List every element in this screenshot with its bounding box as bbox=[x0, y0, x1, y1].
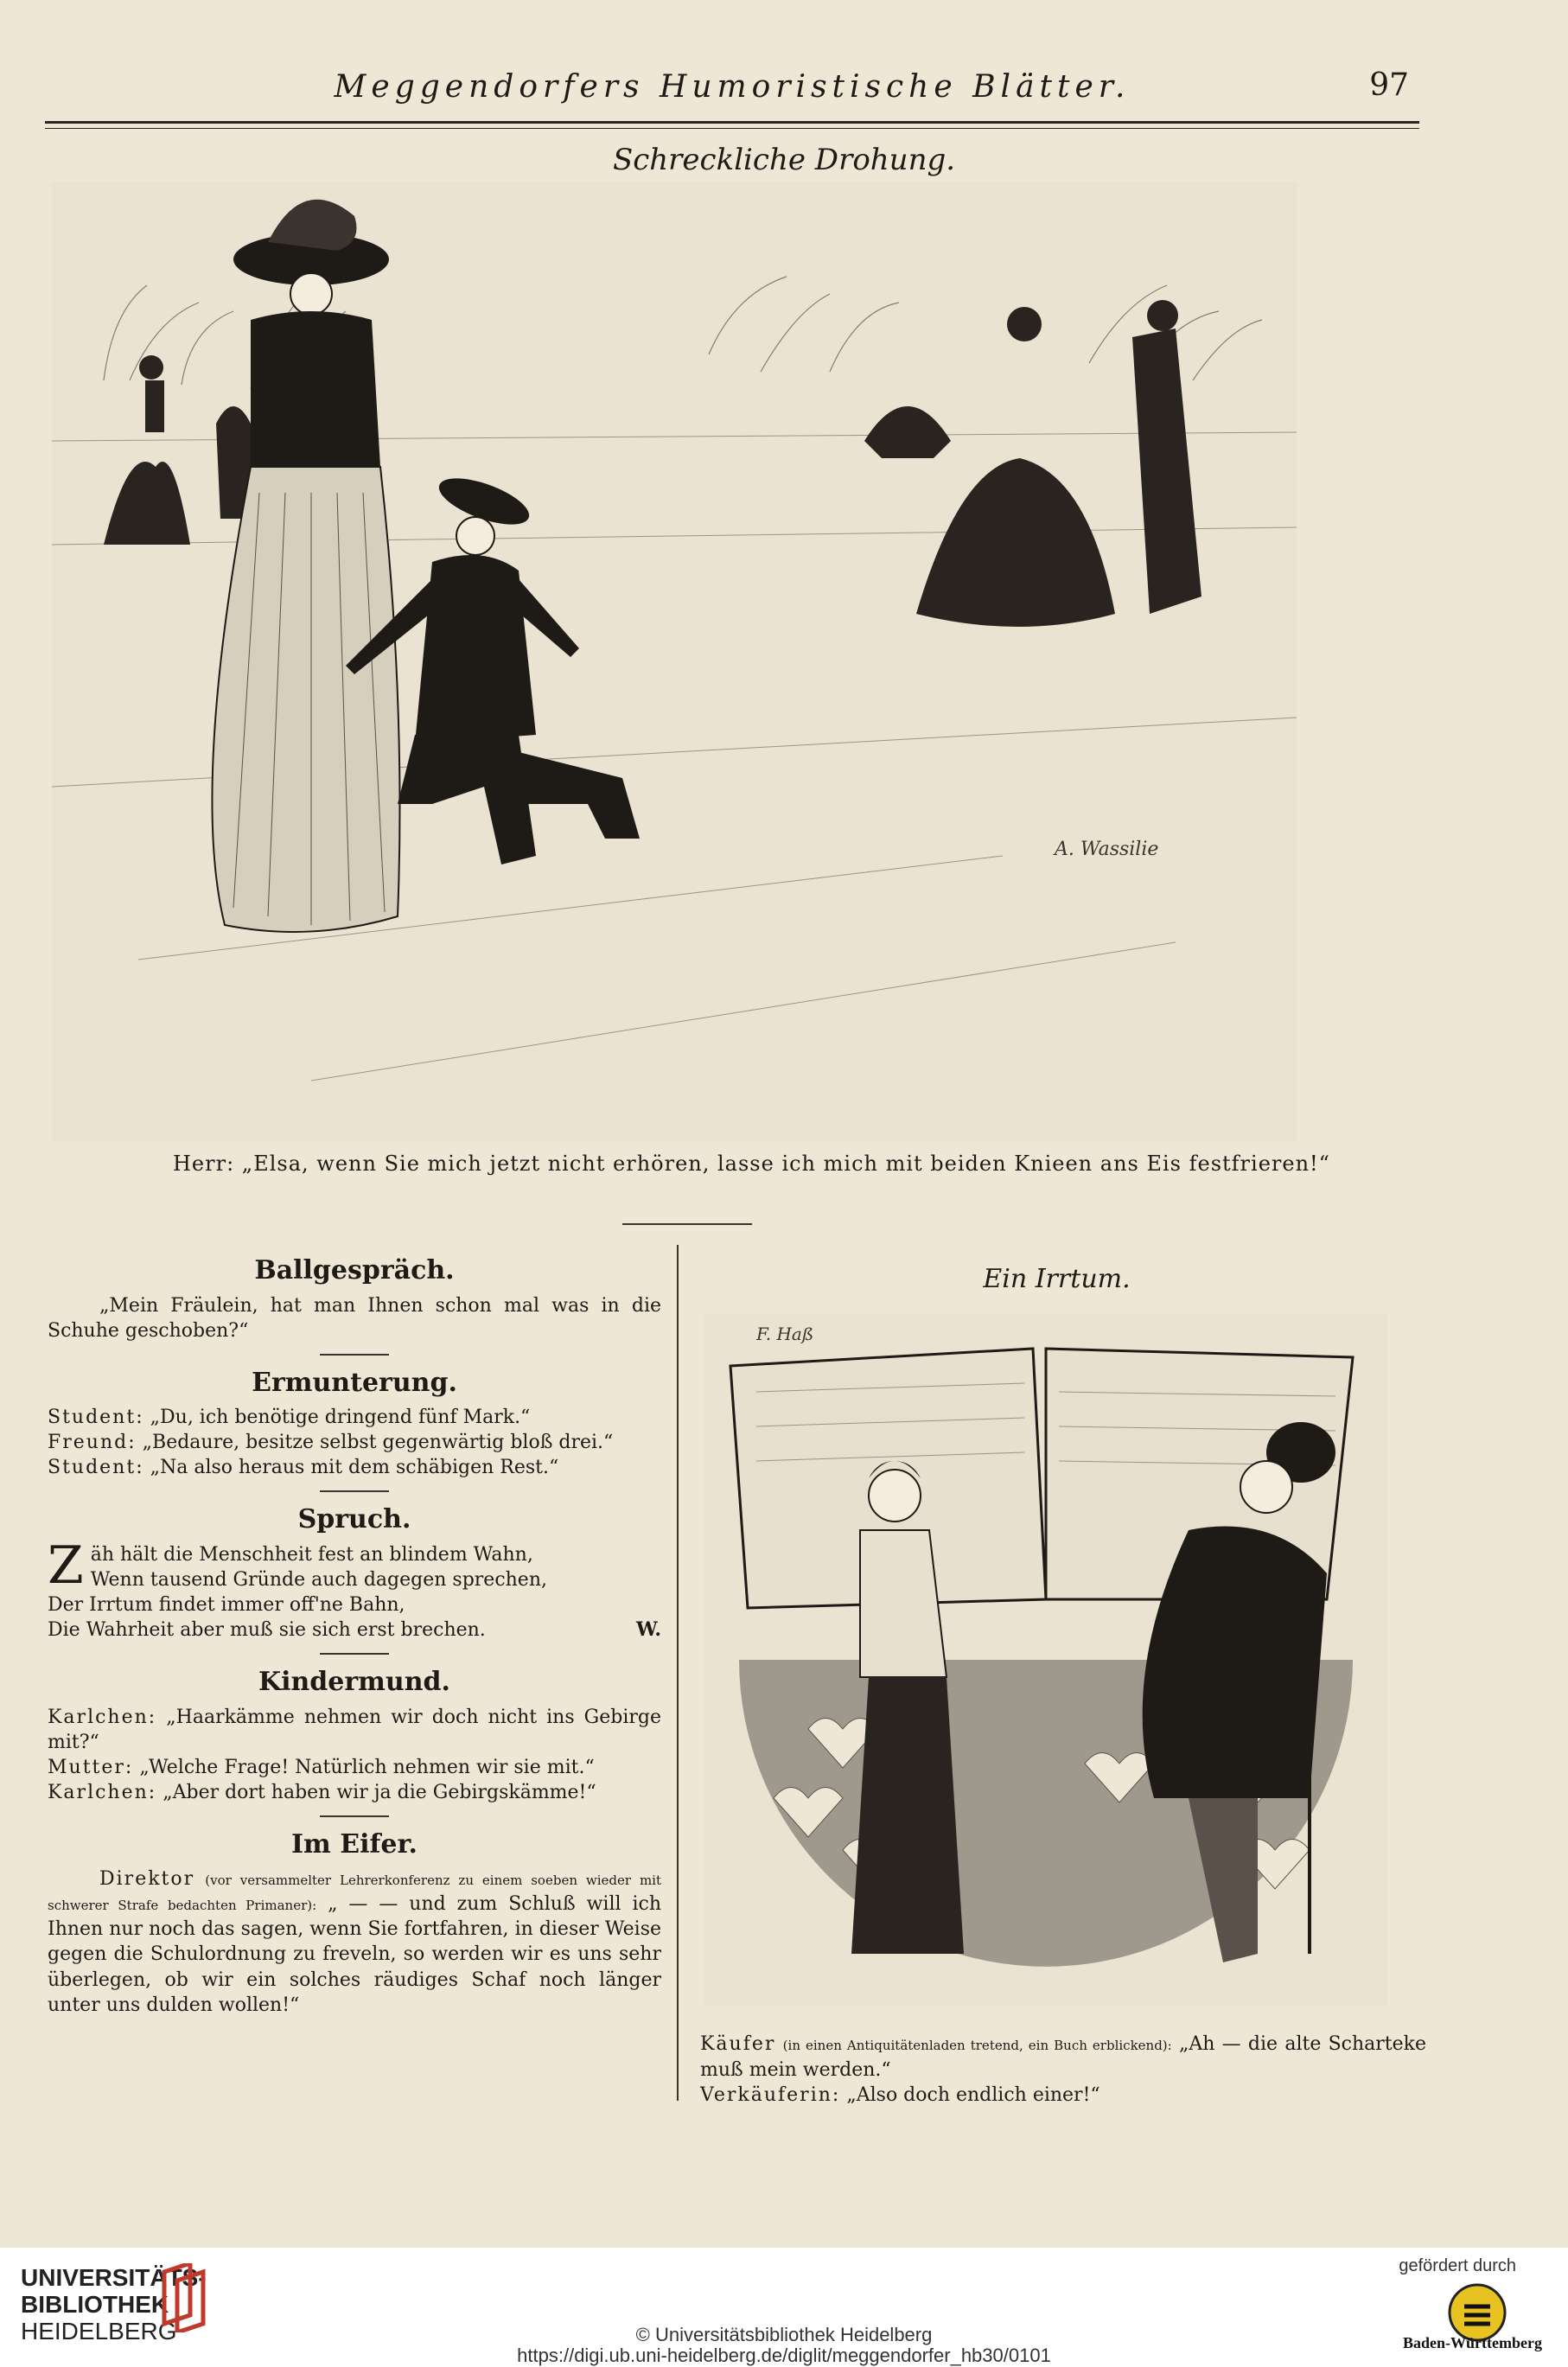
top-cartoon-title: Schreckliche Drohung. bbox=[612, 143, 956, 177]
section-rule bbox=[320, 1815, 389, 1817]
dialogue-text: „Welche Frage! Natürlich nehmen wir sie mit.“ bbox=[139, 1756, 595, 1778]
skating-scene-drawing bbox=[52, 182, 1297, 1141]
divider-top bbox=[622, 1223, 752, 1225]
top-cartoon-caption: Herr: „Elsa, wenn Sie mich jetzt nicht erhören, lasse ich mich mit beiden Knieen ans Eis festfrieren!“ bbox=[173, 1152, 1330, 1176]
page-number: 97 bbox=[1369, 67, 1409, 103]
poem-dropcap: Z bbox=[48, 1541, 84, 1596]
speaker-label: Karlchen: bbox=[48, 1706, 157, 1728]
dialogue-line bbox=[48, 1405, 661, 1430]
source-url[interactable]: https://digi.ub.uni-heidelberg.de/diglit/meggendorfer_hb30/0101 bbox=[517, 2345, 1051, 2366]
right-cartoon-signature: F. Haß bbox=[756, 1324, 814, 1344]
copyright-notice: © Universitätsbibliothek Heidelberg bbox=[635, 2324, 933, 2345]
top-cartoon-signature: A. Wassilie bbox=[1055, 839, 1159, 860]
speaker-label: Direktor bbox=[99, 1868, 195, 1891]
speaker-label: Käufer bbox=[700, 2033, 776, 2055]
funded-by-label: gefördert durch bbox=[1399, 2256, 1516, 2275]
dialogue-line bbox=[700, 2032, 1426, 2083]
stage-direction: (vor versammelter Lehrerkonferenz zu einem soeben wieder mit schwerer Strafe bedachten Primaner): bbox=[48, 1873, 661, 1914]
dialogue-line bbox=[48, 1705, 661, 1755]
speaker-label: Verkäuferin: bbox=[700, 2084, 841, 2107]
library-line-3: HEIDELBERG bbox=[21, 2317, 177, 2345]
speaker-label: Karlchen: bbox=[48, 1781, 157, 1803]
poem-line: Der Irrtum findet immer off'ne Bahn, bbox=[48, 1594, 405, 1616]
section-title-kindermund: Kindermund. bbox=[258, 1667, 450, 1698]
dialogue-text: „Du, ich benötige dringend fünf Mark.“ bbox=[150, 1407, 531, 1429]
journal-title: Meggendorfers Humoristische Blätter. bbox=[334, 69, 1131, 105]
page-header bbox=[45, 61, 1419, 124]
right-cartoon-title: Ein Irrtum. bbox=[983, 1264, 1131, 1294]
poem-line: Wenn tausend Gründe auch dagegen sprechen, bbox=[90, 1568, 547, 1591]
poem bbox=[48, 1542, 661, 1643]
dialogue-text: „Ah — die alte Scharteke muß mein werden.“ bbox=[700, 2033, 1426, 2081]
dialogue-line bbox=[700, 2083, 1426, 2109]
column-separator bbox=[677, 1245, 679, 2101]
section-title-ermunterung: Ermunterung. bbox=[252, 1367, 457, 1398]
im-eifer-text bbox=[48, 1866, 661, 2017]
dialogue-line bbox=[48, 1755, 661, 1780]
poem-signature: W. bbox=[636, 1618, 661, 1642]
section-title-spruch: Spruch. bbox=[297, 1504, 411, 1535]
right-cartoon-caption bbox=[700, 2032, 1426, 2109]
dialogue-text: „Haarkämme nehmen wir doch nicht ins Gebirge mit?“ bbox=[48, 1706, 661, 1753]
section-title-im-eifer: Im Eifer. bbox=[291, 1828, 417, 1860]
footer-bar bbox=[0, 2248, 1568, 2366]
right-cartoon-illustration bbox=[704, 1314, 1387, 2006]
left-column bbox=[48, 1245, 661, 2018]
dialogue-text: „Na also heraus mit dem schäbigen Rest.“ bbox=[150, 1457, 559, 1479]
section-rule bbox=[320, 1653, 389, 1655]
speaker-label: Student: bbox=[48, 1407, 144, 1429]
section-rule bbox=[320, 1354, 389, 1356]
library-line-1: UNIVERSITÄTS- bbox=[21, 2264, 207, 2291]
library-logo-icon bbox=[156, 2263, 207, 2332]
dialogue-text: „Bedaure, besitze selbst gegenwärtig bloß drei.“ bbox=[142, 1432, 614, 1454]
stage-direction: (in einen Antiquitätenladen tretend, ein Buch erblickend): bbox=[782, 2038, 1172, 2053]
library-line-2: BIBLIOTHEK bbox=[21, 2290, 169, 2318]
dialogue-line bbox=[48, 1780, 661, 1805]
dialogue-text: „Also doch endlich einer!“ bbox=[846, 2084, 1100, 2107]
dialogue-line bbox=[48, 1430, 661, 1455]
poem-line: äh hält die Menschheit fest an blindem Wahn, bbox=[90, 1543, 533, 1566]
ballgespraech-text: „Mein Fräulein, hat man Ihnen schon mal was in die Schuhe geschoben?“ bbox=[48, 1294, 661, 1342]
speaker-label: Freund: bbox=[48, 1432, 137, 1454]
speaker-label: Student: bbox=[48, 1457, 144, 1479]
speaker-label: Mutter: bbox=[48, 1756, 134, 1778]
section-title-ballgespraech: Ballgespräch. bbox=[254, 1255, 455, 1286]
dialogue-text: „Aber dort haben wir ja die Gebirgskämme!“ bbox=[163, 1781, 596, 1803]
dialogue-line bbox=[48, 1455, 661, 1480]
right-column bbox=[692, 1254, 1426, 2107]
antique-shop-drawing bbox=[704, 1314, 1387, 2006]
dialogue-text: „ — — und zum Schluß will ich Ihnen nur noch das sagen, wenn Sie fortfahren, in dieser Weise gegen die Schulordnung zu freveln, so werden wir es uns sehr überlegen, ob wir ein solches räudiges Schaf noch länger unter uns dulden wollen!“ bbox=[48, 1893, 661, 2016]
poem-line: Die Wahrheit aber muß sie sich erst brechen. W. bbox=[48, 1617, 661, 1643]
section-rule bbox=[320, 1490, 389, 1492]
funder-name: Baden-Württemberg bbox=[1403, 2334, 1542, 2351]
top-cartoon-illustration bbox=[52, 182, 1297, 1141]
